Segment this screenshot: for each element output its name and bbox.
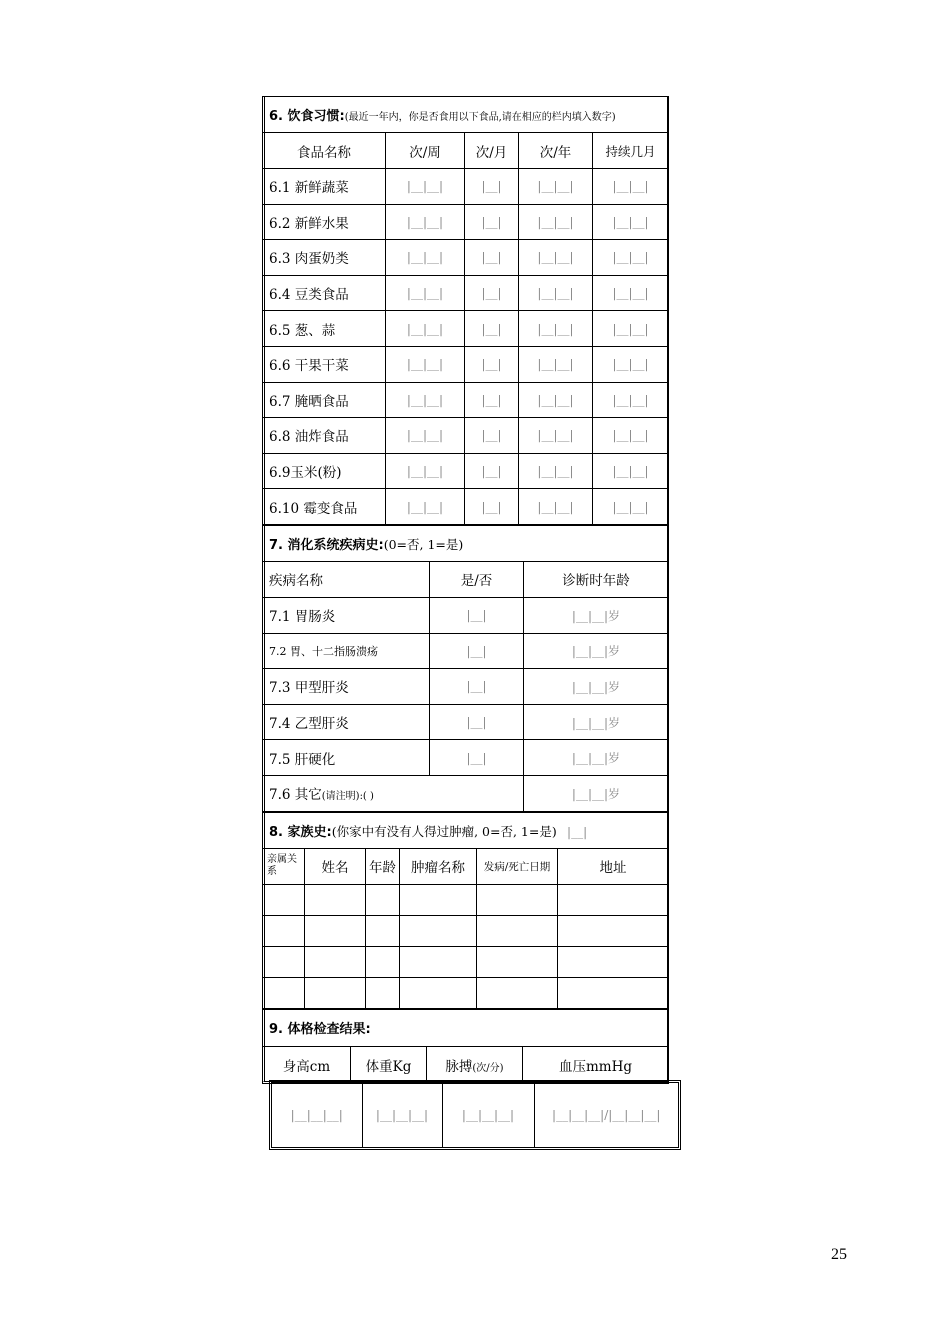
- blank-field: |__|__|: [406, 464, 444, 479]
- disease-header-row: [263, 561, 669, 597]
- per-year-field[interactable]: [519, 418, 593, 454]
- blank-field: |__|__|: [612, 428, 649, 443]
- pulse-label: 脉搏: [445, 1058, 473, 1075]
- blank-field: |__|__|: [612, 464, 649, 479]
- section9-title: 9. 体格检查结果:: [269, 1022, 371, 1038]
- diagnosis-age-field[interactable]: [524, 669, 669, 705]
- pulse-field[interactable]: |__|__|__|: [442, 1083, 534, 1147]
- blank-field: |__|: [481, 286, 502, 301]
- blank-field: |__|: [481, 428, 502, 443]
- blank-field: |__|__|: [537, 179, 574, 194]
- exam-values-box: [269, 1080, 681, 1150]
- duration-field[interactable]: [593, 418, 669, 454]
- diet-row: [263, 489, 669, 525]
- family-row[interactable]: [263, 915, 669, 946]
- food-name: 6.4 豆类食品: [263, 275, 386, 311]
- col-address: 地址: [558, 848, 669, 884]
- diet-row: [263, 418, 669, 454]
- blank-field: |__|__|: [537, 250, 574, 265]
- blank-field: |__|__|: [612, 214, 649, 229]
- age-blank: |__|__|岁: [571, 715, 621, 730]
- yes-no-field[interactable]: [430, 597, 524, 633]
- blank-field: |__|__|: [406, 214, 444, 229]
- yes-no-field[interactable]: [430, 740, 524, 776]
- per-month-field[interactable]: [465, 311, 519, 347]
- col-pulse: [427, 1046, 523, 1083]
- blank-field: |__|__|: [612, 499, 649, 514]
- page-number: 25: [831, 1246, 847, 1263]
- age-blank: |__|__|岁: [571, 679, 621, 694]
- blank-field: |__|: [481, 499, 502, 514]
- blank-field: |__|__|: [537, 214, 574, 229]
- per-year-field[interactable]: [519, 240, 593, 276]
- duration-field[interactable]: [593, 382, 669, 418]
- height-field[interactable]: |__|__|__|: [290, 1108, 343, 1122]
- family-history-field[interactable]: |__|: [567, 824, 588, 839]
- age-blank: |__|__|岁: [571, 608, 621, 623]
- blank-field: |__|__|: [612, 357, 649, 372]
- section7-header: [263, 525, 669, 561]
- per-week-field[interactable]: [386, 204, 465, 240]
- col-duration-months: 持续几月: [593, 133, 669, 169]
- blank-field: |__|: [466, 679, 487, 694]
- family-header-row: [263, 848, 669, 884]
- col-relation: 亲属关系: [263, 848, 305, 884]
- col-per-month: 次/月: [465, 133, 519, 169]
- col-name: 姓名: [305, 848, 366, 884]
- blank-field: |__|__|: [406, 499, 444, 514]
- per-week-field[interactable]: [386, 240, 465, 276]
- diagnosis-age-field[interactable]: [524, 740, 669, 776]
- section7-title: 7. 消化系统疾病史:: [269, 537, 384, 553]
- per-year-field[interactable]: [519, 489, 593, 525]
- age-blank: |__|__|岁: [571, 751, 621, 766]
- food-name: 6.8 油炸食品: [263, 418, 386, 454]
- diet-header-row: [263, 133, 669, 169]
- diet-row: [263, 346, 669, 382]
- per-week-field[interactable]: [386, 418, 465, 454]
- duration-field[interactable]: [593, 346, 669, 382]
- blank-field: |__|: [466, 643, 487, 658]
- col-tumor-name: 肿瘤名称: [400, 848, 477, 884]
- blank-field: |__|__|: [612, 286, 649, 301]
- blank-field: |__|__|: [612, 321, 649, 336]
- diet-row: [263, 453, 669, 489]
- blank-field: |__|__|: [406, 392, 444, 407]
- col-diagnosis-age: 诊断时年龄: [524, 561, 669, 597]
- pulse-unit: (次/分): [472, 1062, 504, 1074]
- per-month-field[interactable]: [465, 453, 519, 489]
- disease-history-table: [262, 525, 669, 812]
- per-year-field[interactable]: [519, 453, 593, 489]
- per-year-field[interactable]: [519, 382, 593, 418]
- yes-no-field[interactable]: [430, 669, 524, 705]
- diagnosis-age-field[interactable]: [524, 704, 669, 740]
- per-week-field[interactable]: [386, 346, 465, 382]
- diet-row: [263, 311, 669, 347]
- col-height: 身高cm: [263, 1046, 351, 1083]
- diet-row: [263, 275, 669, 311]
- food-name: 6.3 肉蛋奶类: [263, 240, 386, 276]
- section6-header: [263, 97, 669, 133]
- section6-note: (最近一年内，你是否食用以下食品,请在相应的栏内填入数字): [344, 112, 616, 123]
- diet-row: [263, 382, 669, 418]
- weight-field[interactable]: |__|__|__|: [362, 1083, 442, 1147]
- section8-header: [263, 812, 669, 848]
- disease-row: [263, 597, 669, 633]
- blank-field: |__|__|: [537, 499, 574, 514]
- food-name: 6.9玉米(粉): [263, 453, 386, 489]
- blank-field: |__|: [466, 715, 487, 730]
- blank-field: |__|: [481, 357, 502, 372]
- blank-field: |__|: [481, 392, 502, 407]
- duration-field[interactable]: [593, 169, 669, 205]
- blank-field: |__|__|: [537, 357, 574, 372]
- survey-form: [262, 96, 668, 1084]
- blank-field: |__|__|: [406, 179, 444, 194]
- per-year-field[interactable]: [519, 311, 593, 347]
- food-name: 6.2 新鲜水果: [263, 204, 386, 240]
- per-year-field[interactable]: [519, 275, 593, 311]
- physical-exam-table: [262, 1009, 669, 1084]
- food-name: 6.6 干果干菜: [263, 346, 386, 382]
- blank-field: |__|__|: [537, 392, 574, 407]
- age-blank: |__|__|岁: [571, 644, 621, 659]
- diet-row: [263, 204, 669, 240]
- section8-title: 8. 家族史:: [269, 824, 332, 840]
- blank-field: |__|__|: [612, 179, 649, 194]
- duration-field[interactable]: [593, 240, 669, 276]
- blank-field: |__|__|: [406, 286, 444, 301]
- disease-other-label: 7.6 其它: [269, 787, 322, 804]
- per-year-field[interactable]: [519, 204, 593, 240]
- duration-field[interactable]: [593, 489, 669, 525]
- blank-field: |__|: [466, 750, 487, 765]
- diagnosis-age-field[interactable]: [524, 597, 669, 633]
- blank-field: |__|__|: [537, 428, 574, 443]
- disease-row: [263, 740, 669, 776]
- col-blood-pressure: 血压mmHg: [523, 1046, 669, 1083]
- family-row[interactable]: [263, 946, 669, 977]
- diagnosis-age-field[interactable]: [524, 633, 669, 669]
- yes-no-field[interactable]: [430, 704, 524, 740]
- duration-field[interactable]: [593, 311, 669, 347]
- per-week-field[interactable]: [386, 275, 465, 311]
- exam-header-row: [263, 1046, 669, 1083]
- blank-field: |__|__|: [612, 250, 649, 265]
- section9-header: [263, 1009, 669, 1046]
- per-week-field[interactable]: [386, 169, 465, 205]
- blank-field: |__|__|: [537, 321, 574, 336]
- blank-field: |__|__|: [537, 464, 574, 479]
- per-month-field[interactable]: [465, 346, 519, 382]
- per-month-field[interactable]: [465, 382, 519, 418]
- blank-field: |__|__|: [612, 392, 649, 407]
- col-age: 年龄: [366, 848, 400, 884]
- col-yes-no: 是/否: [430, 561, 524, 597]
- blank-field: |__|: [481, 179, 502, 194]
- per-year-field[interactable]: [519, 169, 593, 205]
- col-weight: 体重Kg: [351, 1046, 427, 1083]
- duration-field[interactable]: [593, 453, 669, 489]
- food-name: 6.5 葱、蒜: [263, 311, 386, 347]
- yes-no-field[interactable]: [430, 633, 524, 669]
- per-year-field[interactable]: [519, 346, 593, 382]
- disease-other-cell[interactable]: [263, 775, 524, 811]
- disease-name: 7.4 乙型肝炎: [263, 704, 430, 740]
- diet-row: [263, 169, 669, 205]
- disease-name: 7.3 甲型肝炎: [263, 669, 430, 705]
- duration-field[interactable]: [593, 275, 669, 311]
- blank-field: |__|__|: [406, 357, 444, 372]
- blank-field: |__|: [481, 214, 502, 229]
- per-month-field[interactable]: [465, 169, 519, 205]
- blank-field: |__|__|: [406, 321, 444, 336]
- per-month-field[interactable]: [465, 204, 519, 240]
- col-per-year: 次/年: [519, 133, 593, 169]
- duration-field[interactable]: [593, 204, 669, 240]
- disease-row: [263, 704, 669, 740]
- food-name: 6.7 腌晒食品: [263, 382, 386, 418]
- per-month-field[interactable]: [465, 240, 519, 276]
- per-month-field[interactable]: [465, 489, 519, 525]
- col-per-week: 次/周: [386, 133, 465, 169]
- disease-row: [263, 633, 669, 669]
- disease-name: 7.2 胃、十二指肠溃疡: [263, 633, 430, 669]
- food-name: 6.1 新鲜蔬菜: [263, 169, 386, 205]
- blank-field: |__|: [481, 250, 502, 265]
- disease-other-age-field[interactable]: [524, 775, 669, 811]
- food-name: 6.10 霉变食品: [263, 489, 386, 525]
- disease-other-note: (请注明):( ): [321, 791, 374, 803]
- section6-title: 6. 饮食习惯:: [269, 109, 345, 124]
- blank-field: |__|: [466, 608, 487, 623]
- blood-pressure-field[interactable]: |__|__|__|/|__|__|__|: [534, 1083, 678, 1147]
- disease-row: [263, 669, 669, 705]
- per-month-field[interactable]: [465, 275, 519, 311]
- col-food-name: 食品名称: [263, 133, 386, 169]
- blank-field: |__|: [481, 464, 502, 479]
- blank-field: |__|: [481, 321, 502, 336]
- blank-field: |__|__|: [537, 286, 574, 301]
- disease-name: 7.1 胃肠炎: [263, 597, 430, 633]
- family-row[interactable]: [263, 884, 669, 915]
- diet-table: [262, 96, 669, 525]
- family-row[interactable]: [263, 977, 669, 1008]
- col-onset-death-date: 发病/死亡日期: [477, 848, 558, 884]
- per-month-field[interactable]: [465, 418, 519, 454]
- disease-row-other: [263, 775, 669, 811]
- section7-note: (0=否, 1=是): [383, 536, 464, 552]
- per-week-field[interactable]: [386, 382, 465, 418]
- disease-name: 7.5 肝硬化: [263, 740, 430, 776]
- per-week-field[interactable]: [386, 311, 465, 347]
- family-history-table: [262, 812, 669, 1009]
- blank-field: |__|__|: [406, 250, 444, 265]
- section8-note: (你家中有没有人得过肿瘤, 0=否, 1=是): [331, 823, 557, 839]
- diet-row: [263, 240, 669, 276]
- blank-field: |__|__|: [406, 428, 444, 443]
- per-week-field[interactable]: [386, 453, 465, 489]
- per-week-field[interactable]: [386, 489, 465, 525]
- col-disease-name: 疾病名称: [263, 561, 430, 597]
- age-blank: |__|__|岁: [571, 786, 621, 801]
